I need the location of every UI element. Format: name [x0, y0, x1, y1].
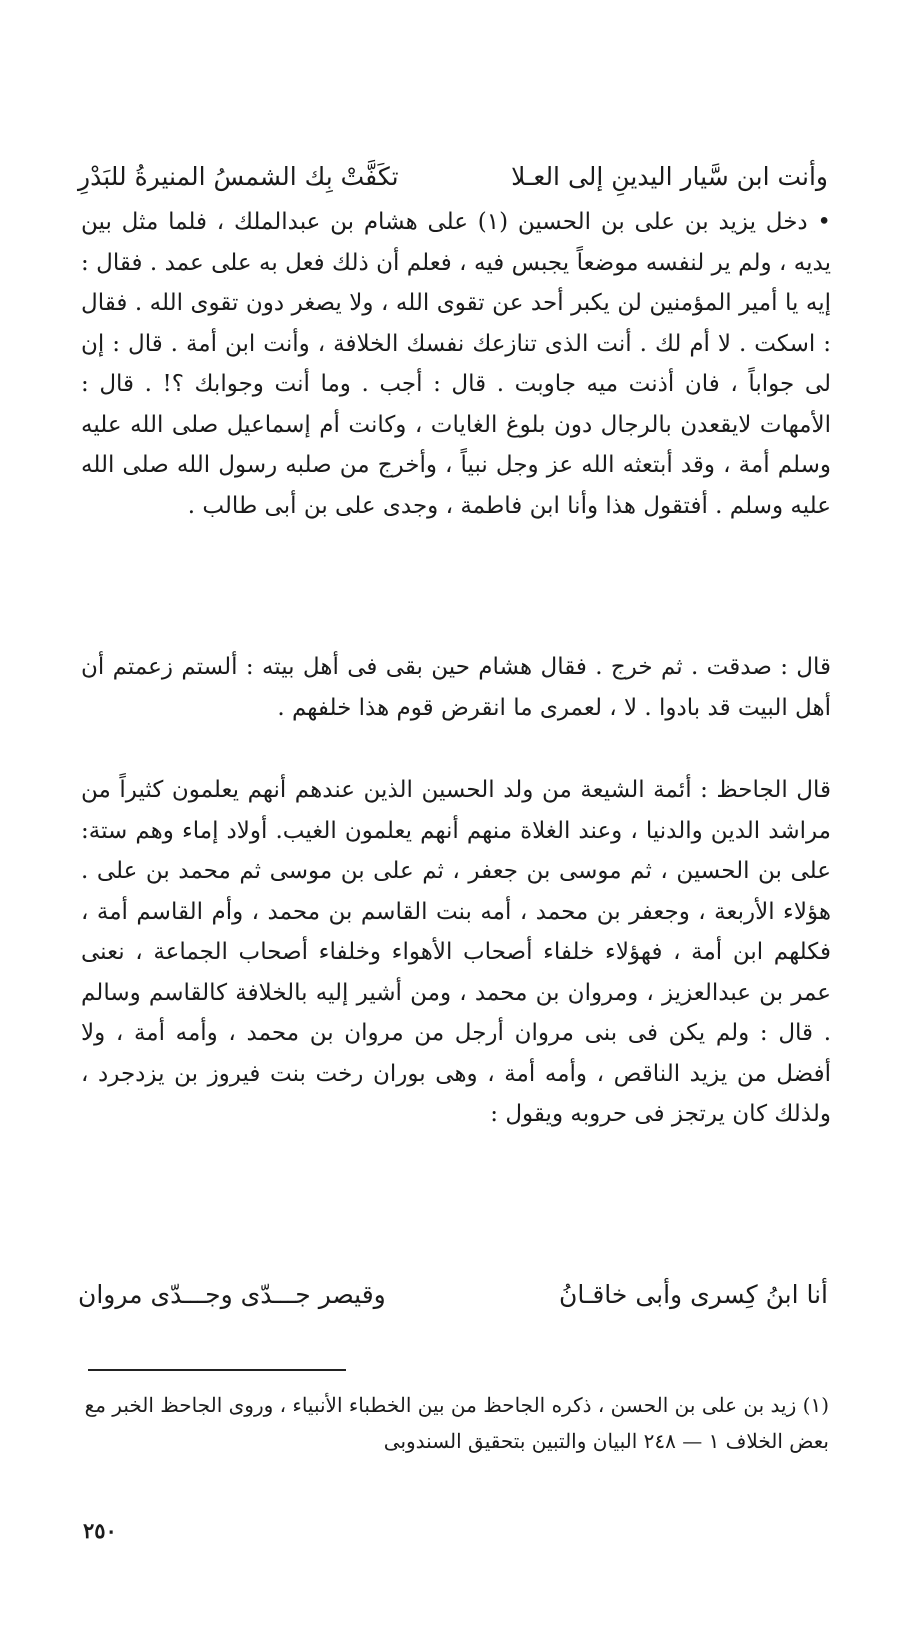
page-number: ٢٥٠ — [83, 1518, 117, 1543]
verse-1-left-hemistich: تكَفَّتْ بِك الشمسُ المنيرةُ للبَدْرِ — [78, 162, 399, 191]
verse-2-right-hemistich: أنا ابنُ كِسرى وأبى خاقـانُ — [559, 1280, 828, 1309]
verse-2-left-hemistich: وقيصر جـــدّى وجـــدّى مروان — [78, 1280, 386, 1309]
verse-line-1 — [78, 162, 828, 191]
verse-line-2 — [78, 1280, 828, 1309]
paragraph-zayd-hisham: • دخل يزيد بن على بن الحسين (١) على هشام بن عبدالملك ، فلما مثل بين يديه ، ولم ير لنفسه موضعاً يجبس فيه ، فعلم أن ذلك فعل به على عمد . فقال : إيه يا أمير المؤمنين لن يكبر أحد عن تقوى الله ، ولا يصغر دون تقوى الله . فقال : اسكت . لا أم لك . أنت الذى تنازعك نفسك الخلافة ، وأنت ابن أمة . قال : إن لى جواباً ، فان أذنت ميه جاوبت . قال : أجب . وما أنت وجوابك ؟! . قال : الأمهات لايقعدن بالرجال دون بلوغ الغايات ، وكانت أم إسماعيل صلى الله عليه وسلم أمة ، وقد أبتعثه الله عز وجل نبياً ، وأخرج من صلبه رسول الله صلى الله عليه وسلم . أفتقول هذا وأنا ابن فاطمة ، وجدى على بن أبى طالب . — [81, 209, 831, 519]
verse-1-right-hemistich: وأنت ابن سَّيار اليدينِ إلى العـلا — [511, 162, 828, 191]
paragraph-jahiz: قال الجاحظ : أئمة الشيعة من ولد الحسين الذين عندهم أنهم يعلمون كثيراً من مراشد الدين والدنيا ، وعند الغلاة منهم أنهم يعلمون الغيب. أولاد إماء وهم ستة: على بن الحسين ، ثم موسى بن جعفر ، ثم على بن موسى ثم محمد بن على . هؤلاء الأربعة ، وجعفر بن محمد ، أمه بنت القاسم بن محمد ، وأم القاسم أمة ، فكلهم ابن أمة ، فهؤلاء خلفاء أصحاب الأهواء وخلفاء أصحاب الجماعة ، نعنى عمر بن عبدالعزيز ، ومروان بن محمد ، ومن أشير إليه بالخلافة كالقاسم وسالم . قال : ولم يكن فى بنى مروان أرجل من مروان بن محمد ، وأمه أمة ، ولا أفضل من يزيد الناقص ، وأمه أمة ، وهى بوران رخت بنت فيروز بن يزدجرد ، ولذلك كان يرتجز فى حروبه ويقول : — [81, 777, 831, 1127]
footnote: (١) زيد بن على بن الحسن ، ذكره الجاحظ من بين الخطباء الأنبياء ، وروى الجاحظ الخبر مع بعض الخلاف ١ — ٢٤٨ البيان والتبين بتحقيق السندوبى — [84, 1393, 829, 1453]
paragraph-hisham-reply: قال : صدقت . ثم خرج . فقال هشام حين بقى فى أهل بيته : ألستم زعمتم أن أهل البيت قد بادوا . لا ، لعمرى ما انقرض قوم هذا خلفهم . — [81, 654, 831, 721]
footnote-separator — [88, 1369, 346, 1371]
